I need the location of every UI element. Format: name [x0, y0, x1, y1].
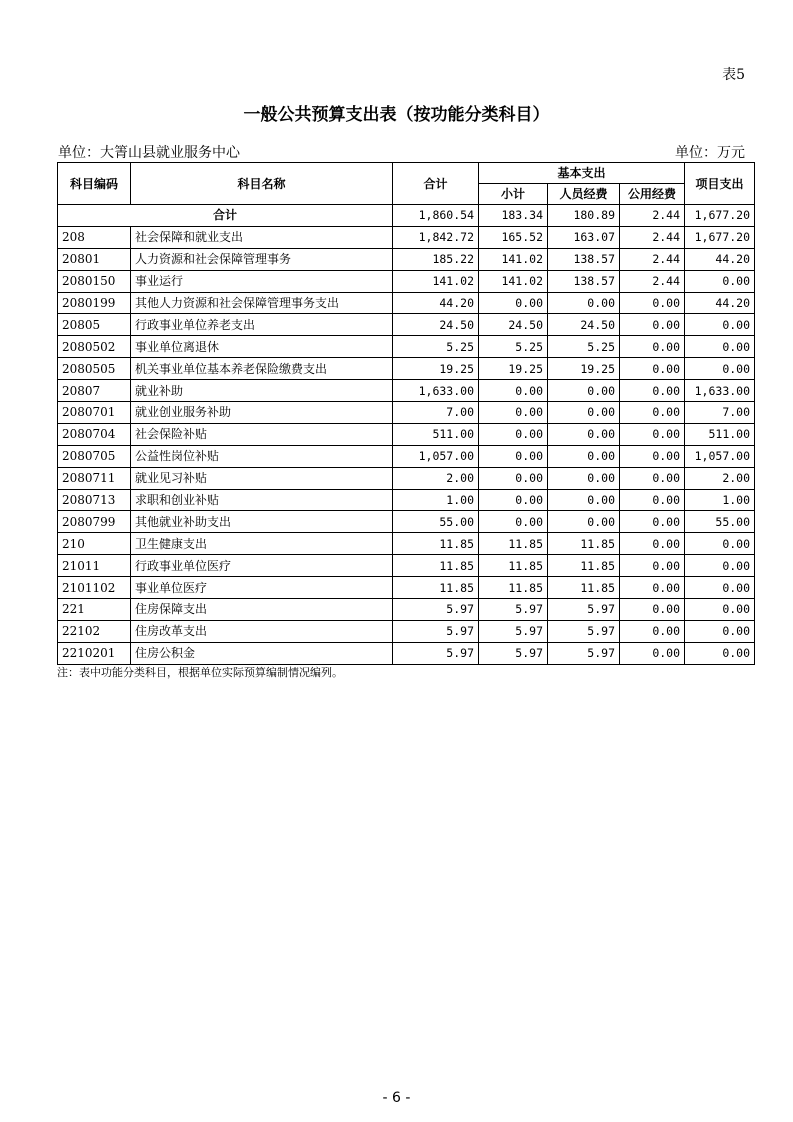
table-row	[58, 599, 755, 621]
name-cell: 人力资源和社会保障管理事务	[131, 248, 393, 270]
table-row	[58, 402, 755, 424]
subtotal-cell: 11.85	[479, 555, 548, 577]
personnel-cell: 0.00	[548, 445, 620, 467]
header-code: 科目编码	[58, 163, 131, 205]
personnel-cell: 5.25	[548, 336, 620, 358]
table-row	[58, 642, 755, 664]
project-cell: 0.00	[685, 642, 755, 664]
name-cell: 就业补助	[131, 380, 393, 402]
total-cell: 11.85	[393, 577, 479, 599]
table-row	[58, 445, 755, 467]
total-cell: 5.97	[393, 599, 479, 621]
name-cell: 社会保障和就业支出	[131, 226, 393, 248]
personnel-cell: 5.97	[548, 599, 620, 621]
project-cell: 7.00	[685, 402, 755, 424]
name-cell: 卫生健康支出	[131, 533, 393, 555]
public-cell: 0.00	[620, 533, 685, 555]
total-cell: 55.00	[393, 511, 479, 533]
unit-currency: 单位：万元	[675, 145, 745, 161]
code-cell: 221	[58, 599, 131, 621]
name-cell: 事业单位离退休	[131, 336, 393, 358]
code-cell: 20805	[58, 314, 131, 336]
total-cell: 19.25	[393, 358, 479, 380]
project-cell: 44.20	[685, 248, 755, 270]
table-row	[58, 314, 755, 336]
project-cell: 0.00	[685, 336, 755, 358]
public-cell: 0.00	[620, 599, 685, 621]
subtotal-cell: 0.00	[479, 467, 548, 489]
personnel-cell: 138.57	[548, 248, 620, 270]
code-cell: 2080505	[58, 358, 131, 380]
name-cell: 事业单位医疗	[131, 577, 393, 599]
public-cell: 0.00	[620, 358, 685, 380]
total-cell: 1,860.54	[393, 205, 479, 227]
code-cell: 22102	[58, 620, 131, 642]
table-row	[58, 533, 755, 555]
subtotal-cell: 5.25	[479, 336, 548, 358]
table-row	[58, 358, 755, 380]
total-cell: 44.20	[393, 292, 479, 314]
total-project-cell: 1,677.20	[685, 205, 755, 227]
public-cell: 0.00	[620, 511, 685, 533]
public-cell: 0.00	[620, 489, 685, 511]
project-cell: 511.00	[685, 423, 755, 445]
project-cell: 0.00	[685, 358, 755, 380]
total-cell: 24.50	[393, 314, 479, 336]
personnel-cell: 5.97	[548, 642, 620, 664]
name-cell: 社会保险补贴	[131, 423, 393, 445]
code-cell: 2101102	[58, 577, 131, 599]
total-personnel-cell: 180.89	[548, 205, 620, 227]
name-cell: 就业创业服务补助	[131, 402, 393, 424]
total-cell: 511.00	[393, 423, 479, 445]
subtotal-cell: 0.00	[479, 380, 548, 402]
personnel-cell: 11.85	[548, 555, 620, 577]
table-row	[58, 248, 755, 270]
code-cell: 2080502	[58, 336, 131, 358]
public-cell: 0.00	[620, 292, 685, 314]
name-cell: 行政事业单位医疗	[131, 555, 393, 577]
project-cell: 0.00	[685, 555, 755, 577]
code-cell: 208	[58, 226, 131, 248]
subtotal-cell: 0.00	[479, 423, 548, 445]
header-name: 科目名称	[131, 163, 393, 205]
project-cell: 0.00	[685, 270, 755, 292]
public-cell: 0.00	[620, 642, 685, 664]
public-cell: 0.00	[620, 445, 685, 467]
name-cell: 住房公积金	[131, 642, 393, 664]
personnel-cell: 11.85	[548, 533, 620, 555]
subtotal-cell: 0.00	[479, 489, 548, 511]
total-cell: 11.85	[393, 533, 479, 555]
table-row	[58, 620, 755, 642]
table-row	[58, 270, 755, 292]
subtotal-cell: 5.97	[479, 642, 548, 664]
project-cell: 1,633.00	[685, 380, 755, 402]
project-cell: 0.00	[685, 533, 755, 555]
total-label: 合计	[58, 205, 393, 227]
project-cell: 44.20	[685, 292, 755, 314]
public-cell: 0.00	[620, 620, 685, 642]
total-cell: 1.00	[393, 489, 479, 511]
table-row	[58, 336, 755, 358]
total-cell: 5.97	[393, 642, 479, 664]
table-row	[58, 489, 755, 511]
subtotal-cell: 11.85	[479, 533, 548, 555]
total-cell: 5.97	[393, 620, 479, 642]
subtotal-cell: 0.00	[479, 445, 548, 467]
budget-table	[57, 162, 755, 665]
name-cell: 其他人力资源和社会保障管理事务支出	[131, 292, 393, 314]
personnel-cell: 0.00	[548, 402, 620, 424]
table-row	[58, 423, 755, 445]
name-cell: 公益性岗位补贴	[131, 445, 393, 467]
name-cell: 住房改革支出	[131, 620, 393, 642]
personnel-cell: 11.85	[548, 577, 620, 599]
personnel-cell: 0.00	[548, 423, 620, 445]
subtotal-cell: 11.85	[479, 577, 548, 599]
total-cell: 141.02	[393, 270, 479, 292]
name-cell: 求职和创业补贴	[131, 489, 393, 511]
subtotal-cell: 0.00	[479, 292, 548, 314]
code-cell: 21011	[58, 555, 131, 577]
personnel-cell: 0.00	[548, 467, 620, 489]
table-row	[58, 577, 755, 599]
code-cell: 20801	[58, 248, 131, 270]
subtotal-cell: 19.25	[479, 358, 548, 380]
page-number: - 6 -	[382, 1090, 411, 1106]
project-cell: 55.00	[685, 511, 755, 533]
total-public-cell: 2.44	[620, 205, 685, 227]
table-row	[58, 511, 755, 533]
total-cell: 5.25	[393, 336, 479, 358]
code-cell: 20807	[58, 380, 131, 402]
personnel-cell: 163.07	[548, 226, 620, 248]
table-row	[58, 226, 755, 248]
table-row	[58, 380, 755, 402]
project-cell: 0.00	[685, 599, 755, 621]
code-cell: 2080799	[58, 511, 131, 533]
table-note: 注：表中功能分类科目，根据单位实际预算编制情况编列。	[57, 666, 343, 679]
subtotal-cell: 5.97	[479, 599, 548, 621]
code-cell: 2210201	[58, 642, 131, 664]
subtotal-cell: 24.50	[479, 314, 548, 336]
public-cell: 0.00	[620, 577, 685, 599]
public-cell: 2.44	[620, 270, 685, 292]
table-number: 表5	[722, 67, 745, 83]
header-personnel: 人员经费	[548, 184, 620, 205]
total-cell: 11.85	[393, 555, 479, 577]
table-row	[58, 292, 755, 314]
header-public: 公用经费	[620, 184, 685, 205]
personnel-cell: 0.00	[548, 489, 620, 511]
total-cell: 7.00	[393, 402, 479, 424]
code-cell: 2080150	[58, 270, 131, 292]
public-cell: 0.00	[620, 314, 685, 336]
code-cell: 2080199	[58, 292, 131, 314]
total-cell: 2.00	[393, 467, 479, 489]
code-cell: 2080711	[58, 467, 131, 489]
subtotal-cell: 141.02	[479, 270, 548, 292]
personnel-cell: 5.97	[548, 620, 620, 642]
project-cell: 1,677.20	[685, 226, 755, 248]
personnel-cell: 24.50	[548, 314, 620, 336]
table-row	[58, 467, 755, 489]
subtotal-cell: 165.52	[479, 226, 548, 248]
name-cell: 其他就业补助支出	[131, 511, 393, 533]
project-cell: 0.00	[685, 314, 755, 336]
public-cell: 2.44	[620, 248, 685, 270]
table-row	[58, 555, 755, 577]
subtotal-cell: 0.00	[479, 402, 548, 424]
public-cell: 0.00	[620, 380, 685, 402]
project-cell: 1.00	[685, 489, 755, 511]
total-subtotal-cell: 183.34	[479, 205, 548, 227]
code-cell: 2080701	[58, 402, 131, 424]
name-cell: 机关事业单位基本养老保险缴费支出	[131, 358, 393, 380]
name-cell: 行政事业单位养老支出	[131, 314, 393, 336]
project-cell: 0.00	[685, 577, 755, 599]
public-cell: 0.00	[620, 402, 685, 424]
personnel-cell: 0.00	[548, 380, 620, 402]
name-cell: 就业见习补贴	[131, 467, 393, 489]
public-cell: 0.00	[620, 336, 685, 358]
personnel-cell: 19.25	[548, 358, 620, 380]
total-cell: 1,633.00	[393, 380, 479, 402]
public-cell: 2.44	[620, 226, 685, 248]
project-cell: 1,057.00	[685, 445, 755, 467]
header-subtotal: 小计	[479, 184, 548, 205]
code-cell: 2080705	[58, 445, 131, 467]
total-cell: 1,842.72	[393, 226, 479, 248]
header-project: 项目支出	[685, 163, 755, 205]
personnel-cell: 0.00	[548, 292, 620, 314]
header-total: 合计	[393, 163, 479, 205]
personnel-cell: 0.00	[548, 511, 620, 533]
total-cell: 185.22	[393, 248, 479, 270]
code-cell: 210	[58, 533, 131, 555]
subtotal-cell: 0.00	[479, 511, 548, 533]
personnel-cell: 138.57	[548, 270, 620, 292]
name-cell: 事业运行	[131, 270, 393, 292]
page-title: 一般公共预算支出表（按功能分类科目）	[243, 105, 550, 125]
unit-organization: 单位：大箐山县就业服务中心	[58, 145, 240, 161]
public-cell: 0.00	[620, 423, 685, 445]
total-row	[58, 205, 755, 227]
public-cell: 0.00	[620, 555, 685, 577]
project-cell: 0.00	[685, 620, 755, 642]
code-cell: 2080713	[58, 489, 131, 511]
name-cell: 住房保障支出	[131, 599, 393, 621]
project-cell: 2.00	[685, 467, 755, 489]
subtotal-cell: 5.97	[479, 620, 548, 642]
subtotal-cell: 141.02	[479, 248, 548, 270]
header-basic: 基本支出	[479, 163, 685, 184]
code-cell: 2080704	[58, 423, 131, 445]
total-cell: 1,057.00	[393, 445, 479, 467]
public-cell: 0.00	[620, 467, 685, 489]
